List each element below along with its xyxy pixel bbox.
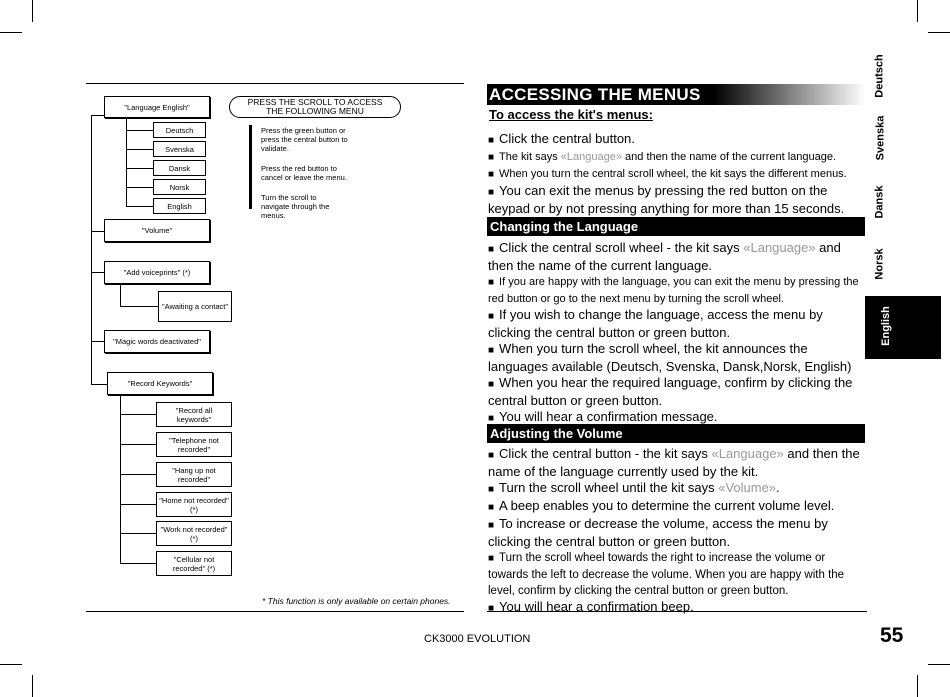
page-title: ACCESSING THE MENUS bbox=[489, 85, 701, 104]
connector bbox=[120, 563, 156, 564]
item-text: You will hear a confirmation beep. bbox=[499, 599, 694, 614]
tab-label: Deutsch bbox=[874, 54, 886, 98]
submenu-deutsch: Deutsch bbox=[153, 122, 206, 138]
list-item: ■ A beep enables you to determine the current volume level. bbox=[488, 498, 835, 513]
connector bbox=[120, 284, 121, 306]
list-item: ■ If you are happy with the language, you can exit the menu by pressing the red button or go to the next menu by turning the scroll wheel. bbox=[488, 276, 859, 305]
crop-mark bbox=[917, 675, 918, 697]
connector bbox=[120, 504, 156, 505]
item-text: The kit says bbox=[499, 151, 561, 163]
item-text: You will hear a confirmation message. bbox=[499, 409, 718, 424]
menu-box-record-keywords: "Record Keywords" bbox=[107, 372, 213, 395]
menu-box-volume: "Volume" bbox=[104, 219, 210, 242]
submenu-hangup: "Hang up not recorded" bbox=[156, 462, 232, 487]
subtitle bbox=[489, 107, 653, 122]
list-item: ■ If you wish to change the language, access the menu by clicking the central button or green button. bbox=[488, 307, 823, 340]
connector bbox=[126, 187, 153, 188]
tab-label: English bbox=[879, 306, 892, 346]
connector bbox=[126, 149, 153, 150]
connector bbox=[120, 444, 156, 445]
menu-box-language: "Language English" bbox=[104, 96, 210, 118]
bottom-rule-left bbox=[86, 611, 464, 612]
connector bbox=[91, 272, 104, 273]
connector bbox=[126, 168, 153, 169]
connector bbox=[120, 474, 156, 475]
item-highlight: «Language» bbox=[711, 446, 784, 461]
item-text: and then the name of the language currently used by the kit. bbox=[488, 446, 860, 479]
submenu-record-all: "Record all keywords" bbox=[156, 402, 232, 427]
item-text: and then the name of the current language. bbox=[488, 240, 841, 273]
item-text: Click the central button. bbox=[499, 131, 635, 146]
connector bbox=[126, 130, 153, 131]
submenu-dansk: Dansk bbox=[153, 160, 206, 176]
item-text: A beep enables you to determine the current volume level. bbox=[499, 498, 835, 513]
submenu-home: "Home not recorded" (*) bbox=[156, 492, 232, 517]
crop-mark bbox=[928, 664, 950, 665]
connector bbox=[91, 115, 104, 116]
section-heading-volume: Adjusting the Volume bbox=[487, 424, 865, 443]
crop-mark bbox=[928, 32, 950, 33]
crop-mark bbox=[32, 675, 33, 697]
footer-product: CK3000 EVOLUTION bbox=[424, 633, 531, 645]
menu-box-add-voiceprints: "Add voiceprints" (*) bbox=[104, 261, 210, 284]
note-green-button: Press the green button or press the central button to validate. bbox=[261, 126, 348, 153]
connector bbox=[120, 395, 121, 563]
item-text: To increase or decrease the volume, access the menu by clicking the central button or green button. bbox=[488, 516, 828, 549]
submenu-svenska: Svenska bbox=[153, 141, 206, 157]
note-red-button: Press the red button to cancel or leave the menu. bbox=[261, 164, 347, 182]
tab-dansk bbox=[865, 176, 895, 228]
paragraph-language bbox=[488, 240, 868, 427]
connector bbox=[120, 414, 156, 415]
item-text: When you turn the central scroll wheel, the kit says the different menus. bbox=[499, 168, 847, 180]
crop-mark bbox=[0, 664, 22, 665]
crop-mark bbox=[0, 32, 22, 33]
list-item: ■ To increase or decrease the volume, access the menu by clicking the central button or green button. bbox=[488, 516, 828, 549]
list-item: ■ When you turn the central scroll wheel, the kit says the different menus. bbox=[488, 168, 847, 180]
paragraph-volume bbox=[488, 446, 868, 617]
list-item: ■ Click the central button. bbox=[488, 131, 635, 146]
item-text: When you hear the required language, confirm by clicking the central button or green button. bbox=[488, 375, 853, 408]
connector bbox=[126, 118, 127, 206]
connector bbox=[91, 384, 107, 385]
press-scroll-label bbox=[229, 96, 401, 118]
list-item: ■ When you turn the scroll wheel, the kit announces the languages available (Deutsch, Svenska, Dansk,Norsk, English) bbox=[488, 341, 852, 374]
connector bbox=[126, 206, 153, 207]
item-text: When you turn the scroll wheel, the kit announces the languages available (Deutsch, Svenska, Dansk,Norsk, English) bbox=[488, 341, 852, 374]
list-item: ■ You will hear a confirmation beep. bbox=[488, 599, 694, 614]
tab-label: Dansk bbox=[874, 185, 886, 219]
notes-bar bbox=[249, 125, 252, 209]
item-text: If you wish to change the language, access the menu by clicking the central button or green button. bbox=[488, 307, 823, 340]
list-item: ■ Turn the scroll wheel until the kit says «Volume». bbox=[488, 480, 780, 495]
list-item: ■ The kit says «Language» and then the name of the current language. bbox=[488, 151, 837, 163]
list-item: ■ Click the central scroll wheel - the kit says «Language» and then the name of the current language. bbox=[488, 240, 841, 273]
footnote: * This function is only available on certain phones. bbox=[262, 596, 451, 606]
tab-label: Svenska bbox=[874, 115, 886, 161]
item-highlight: «Language» bbox=[743, 240, 816, 255]
tab-english-active bbox=[865, 296, 941, 359]
list-item: ■ Turn the scroll wheel towards the right to increase the volume or towards the left to decrease the volume. When you are happy with the level, confirm by clicking the central button or green button. bbox=[488, 552, 845, 597]
submenu-awaiting-contact: "Awaiting a contact" bbox=[158, 291, 232, 322]
tab-norsk bbox=[865, 238, 895, 290]
item-text: Click the central button - the kit says bbox=[499, 446, 712, 461]
list-item: ■ Click the central button - the kit says «Language» and then the name of the language currently used by the kit. bbox=[488, 446, 860, 479]
note-scroll: Turn the scroll to navigate through the menus. bbox=[261, 193, 330, 220]
item-text: You can exit the menus by pressing the red button on the keypad or by not pressing anything for more than 15 seconds. bbox=[488, 183, 845, 216]
submenu-work: "Work not recorded" (*) bbox=[156, 521, 232, 546]
tab-label: Norsk bbox=[874, 248, 886, 280]
crop-mark bbox=[917, 0, 918, 22]
page-number: 55 bbox=[880, 624, 904, 647]
item-text: If you are happy with the language, you can exit the menu by pressing the red button or go to the next menu by turning the scroll wheel. bbox=[488, 276, 859, 305]
item-text: . bbox=[776, 480, 780, 495]
subtitle-text: To access the kit's menus: bbox=[489, 107, 653, 122]
item-highlight: «Language» bbox=[560, 151, 622, 163]
press-scroll-text: PRESS THE SCROLL TO ACCESS THE FOLLOWING MENU bbox=[247, 97, 383, 116]
connector bbox=[91, 231, 104, 232]
section-heading-language: Changing the Language bbox=[487, 217, 865, 236]
crop-mark bbox=[32, 0, 33, 22]
item-text: Turn the scroll wheel towards the right to increase the volume or towards the left to decrease the volume. When you are happy with the level, confirm by clicking the central button or green button. bbox=[488, 552, 845, 597]
submenu-english: English bbox=[153, 198, 206, 214]
item-text: and then the name of the current language. bbox=[621, 151, 837, 163]
item-text: Turn the scroll wheel until the kit says bbox=[499, 480, 719, 495]
tab-deutsch bbox=[865, 50, 895, 102]
paragraph-intro bbox=[488, 131, 868, 217]
submenu-telephone: "Telephone not recorded" bbox=[156, 432, 232, 457]
list-item: ■ When you hear the required language, confirm by clicking the central button or green button. bbox=[488, 375, 853, 408]
submenu-norsk: Norsk bbox=[153, 179, 206, 195]
connector bbox=[120, 533, 156, 534]
connector bbox=[120, 306, 158, 307]
connector bbox=[91, 341, 104, 342]
list-item: ■ You will hear a confirmation message. bbox=[488, 409, 718, 424]
list-item: ■ You can exit the menus by pressing the red button on the keypad or by not pressing anything for more than 15 seconds. bbox=[488, 183, 845, 216]
tab-svenska bbox=[865, 112, 895, 164]
connector bbox=[91, 115, 92, 385]
top-rule-left bbox=[86, 83, 464, 84]
item-text: Click the central scroll wheel - the kit says bbox=[499, 240, 744, 255]
menu-box-magic-words: "Magic words deactivated" bbox=[104, 330, 210, 353]
submenu-cellular: "Cellular not recorded" (*) bbox=[156, 551, 232, 576]
item-highlight: «Volume» bbox=[718, 480, 777, 495]
